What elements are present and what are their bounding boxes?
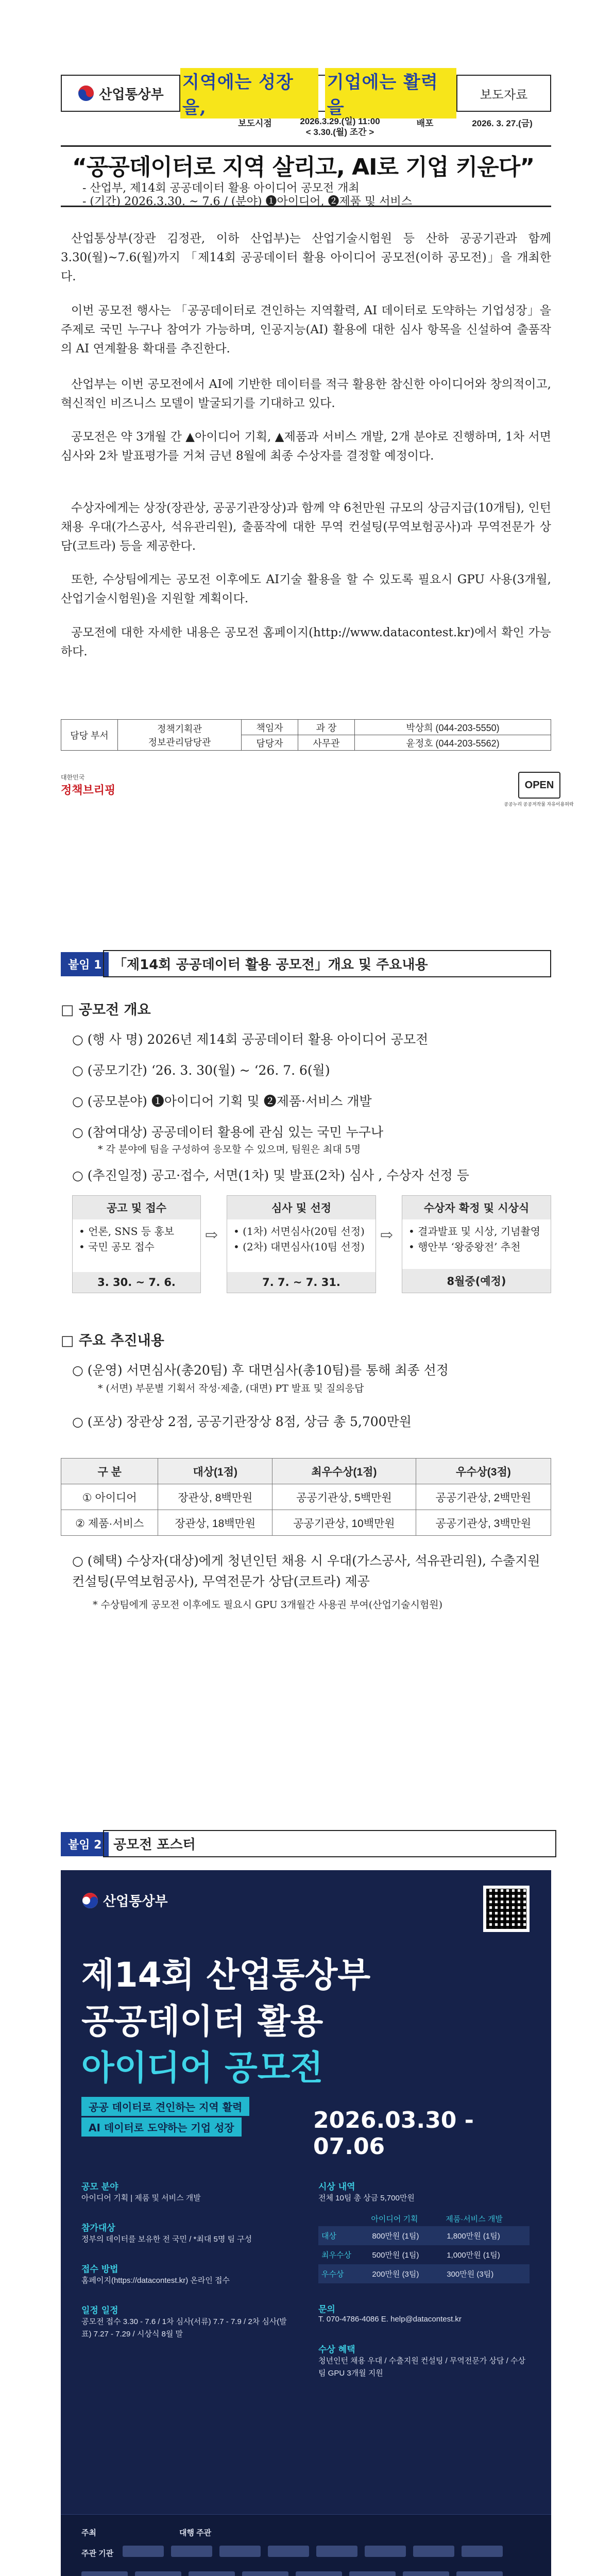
poster-dates: 2026.03.30 - 07.06	[313, 2107, 474, 2160]
step-line: • (2차) 대면심사(10팀 선정)	[233, 1241, 365, 1253]
sponsor-logo-icon	[219, 2546, 261, 2557]
sponsor-logo-icon	[135, 2571, 181, 2576]
schedule-step	[227, 1195, 376, 1293]
poster-award-col: 아이디어 기획	[371, 2215, 418, 2224]
table-row	[61, 1484, 551, 1510]
slogan-part-b: 기업에는 활력을	[325, 68, 456, 118]
ministry-name: 산업통상부	[99, 86, 164, 102]
poster-info-value: 홈페이지(https://datacontest.kr) 온라인 접수	[81, 2276, 230, 2285]
open-license-sub: 공공누리 공공저작물 자유이용허락	[504, 802, 574, 807]
prize-cell: 공공기관상, 2백만원	[416, 1484, 551, 1510]
press-release-page	[0, 0, 614, 835]
poster-info	[81, 2262, 287, 2285]
poster-award-cell: 최우수상	[321, 2251, 351, 2260]
qr-code-icon	[483, 1886, 530, 1932]
poster-benefit-heading: 수상 혜택	[318, 2345, 355, 2355]
body-paragraph: 공모전은 약 3개월 간 ▲아이디어 기획, ▲제품과 서비스 개발, 2개 분야로 진행하며, 1차 서면심사와 2차 발표평가를 거쳐 금년 8월에 최종 수상자를 결정할 예정이다.	[61, 430, 551, 463]
poster-contact-value: T. 070-4786-4086 E. help@datacontest.kr	[318, 2315, 462, 2324]
poster-award-cell: 500만원 (1팀)	[372, 2251, 419, 2260]
poster-award-cell: 200만원 (3팀)	[372, 2270, 419, 2279]
body-paragraph: 공모전에 대한 자세한 내용은 공모전 홈페이지(http://www.datacontest.kr)에서 확인 가능하다.	[61, 626, 551, 658]
step-date: 8월중(예정)	[402, 1269, 551, 1293]
poster-info-value: 아이디어 기획 | 제품 및 서비스 개발	[81, 2194, 201, 2202]
subtitle-1: - 산업부, 제14회 공공데이터 활용 아이디어 공모전 개최	[82, 182, 360, 195]
run-label: 대행 주관	[179, 2529, 212, 2537]
main-heading: □ 주요 추진내용	[61, 1333, 164, 1349]
poster-info-heading: 일정 일정	[81, 2306, 118, 2316]
host-label: 주최	[81, 2529, 96, 2537]
poster-award-cell: 우수상	[321, 2270, 344, 2279]
step-line: • (1차) 서면심사(20팀 선정)	[233, 1225, 365, 1238]
embargo-value: 2026.3.29.(일) 11:00	[300, 116, 380, 126]
dept-names	[118, 720, 242, 751]
prize-table	[61, 1458, 551, 1536]
position-1: 과 장	[298, 720, 355, 735]
body-paragraph: 수상자에게는 상장(장관상, 공공기관장상)과 함께 약 6천만원 규모의 상금지급(10개팀), 인턴 채용 우대(가스공사, 석유관리원), 출품작에 대한 무역 컨설팅(무역보험공사)과 무역전문가 상담(코트라) 등을 제공한다.	[61, 501, 551, 553]
ministry-logo	[62, 76, 180, 111]
prize-cell: 공공기관상, 3백만원	[416, 1510, 551, 1536]
main-eval: ○ (운영) 서면심사(총20팀) 후 대면심사(총10팀)를 통해 최종 선정	[72, 1363, 449, 1378]
contact-table	[61, 719, 551, 751]
sponsor-logo-icon	[316, 2546, 357, 2557]
prize-head: 우수상(3점)	[416, 1459, 551, 1484]
step-line: • 결과발표 및 시상, 기념촬영	[408, 1225, 541, 1238]
poster-award-cell: 800만원 (1팀)	[372, 2232, 419, 2241]
poster-info-value: 공모전 접수 3.30 - 7.6 / 1차 심사(서류) 7.7 - 7.9 / 2차 심사(발표) 7.27 - 7.29 / 시상식 8월 말	[81, 2317, 287, 2338]
poster-right-column	[318, 2179, 530, 2380]
sponsor-logo-icon	[365, 2546, 406, 2557]
step-head: 심사 및 선정	[227, 1196, 376, 1219]
embargo-sub: < 3.30.(월) 조간 >	[305, 127, 374, 138]
sponsor-logo-icon	[81, 2571, 128, 2576]
doc-kind: 보도자료	[480, 87, 528, 102]
table-row	[318, 2264, 530, 2283]
poster-title-3: 아이디어 공모전	[81, 2048, 323, 2088]
sponsor-logo-icon	[462, 2546, 503, 2557]
arrow-icon: ⇨	[205, 1226, 218, 1244]
prize-head: 구 분	[61, 1459, 158, 1484]
staff-label: 담당자	[242, 735, 298, 751]
contact-2: 윤정호 (044-203-5562)	[355, 735, 551, 751]
release-label: 배포	[416, 118, 434, 128]
sponsor-logo-icon	[123, 2546, 164, 2557]
org-label: 주관 기관	[81, 2549, 114, 2558]
overview-heading: □ 공모전 개요	[61, 1002, 151, 1018]
prize-cell: 공공기관상, 5백만원	[272, 1484, 416, 1510]
step-body	[227, 1219, 376, 1272]
overview-period: ○ (공모기간) ‘26. 3. 30(월) ~ ‘26. 7. 6(월)	[72, 1063, 330, 1078]
contest-poster	[61, 1870, 551, 2576]
step-date: 3. 30. ~ 7. 6.	[73, 1272, 200, 1293]
attachment-2-title: 공모전 포스터	[103, 1830, 556, 1857]
embargo-block	[283, 116, 397, 138]
poster-contact-heading: 문의	[318, 2304, 335, 2315]
overview-name: ○ (행 사 명) 2026년 제14회 공공데이터 활용 아이디어 공모전	[72, 1032, 429, 1047]
poster-title-1: 제14회 산업통상부	[81, 1955, 371, 1995]
poster-title-2: 공공데이터 활용	[81, 2002, 323, 2041]
overview-target-note: * 각 분야에 팀을 구성하여 응모할 수 있으며, 팀원은 최대 5명	[98, 1144, 361, 1155]
main-eval-note: * (서면) 부문별 기획서 작성·제출, (대면) PT 발표 및 질의응답	[98, 1383, 364, 1394]
resp-label: 책임자	[242, 720, 298, 735]
briefing-logo-text: 정책브리핑	[61, 784, 116, 796]
table-row	[318, 2245, 530, 2264]
poster-info	[81, 2179, 287, 2203]
poster-info-heading: 참가대상	[81, 2223, 115, 2233]
position-2: 사무관	[298, 735, 355, 751]
open-license-badge: OPEN	[518, 772, 560, 799]
poster-info-heading: 공모 분야	[81, 2182, 118, 2192]
attachment-1-tag: 붙임 1	[61, 952, 109, 976]
sponsor-logo-icon	[413, 2546, 454, 2557]
sponsor-logo-icon	[171, 2546, 212, 2557]
sponsor-logos	[123, 2546, 503, 2557]
prize-cell: 장관상, 8백만원	[158, 1484, 272, 1510]
sponsor-logo-icon	[189, 2571, 235, 2576]
poster-info	[81, 2221, 287, 2244]
sponsor-logo-icon	[349, 2571, 396, 2576]
step-body	[402, 1219, 551, 1269]
arrow-icon: ⇨	[380, 1226, 394, 1244]
sponsor-logo-icon	[403, 2571, 449, 2576]
step-date: 7. 7. ~ 7. 31.	[227, 1272, 376, 1293]
taegeuk-icon	[81, 1892, 99, 1909]
poster-chip-2: AI 데이터로 도약하는 기업 성장	[81, 2117, 242, 2137]
poster-award-table	[318, 2211, 530, 2283]
release-value: 2026. 3. 27.(금)	[472, 118, 533, 128]
overview-field: ○ (공모분야) ❶아이디어 기획 및 ❷제품·서비스 개발	[72, 1094, 372, 1109]
poster-sponsor-bar	[61, 2514, 551, 2576]
schedule-step	[72, 1195, 201, 1293]
briefing-logo-sub: 대한민국	[61, 774, 85, 781]
sponsor-logo-icon	[242, 2571, 288, 2576]
poster-award-heading: 시상 내역	[318, 2182, 355, 2192]
prize-cell: 공공기관상, 10백만원	[272, 1510, 416, 1536]
dept-2: 정보관리담당관	[148, 737, 211, 748]
briefing-logo	[61, 773, 115, 798]
step-line: • 행안부 ‘왕중왕전’ 추천	[408, 1241, 521, 1253]
poster-award-cell: 대상	[321, 2232, 336, 2241]
poster-award-col: 제품·서비스 개발	[446, 2215, 503, 2224]
dept-1: 정책기획관	[157, 723, 202, 734]
prize-cell: 장관상, 18백만원	[158, 1510, 272, 1536]
sponsor-logo-icon	[268, 2546, 309, 2557]
header-box	[61, 72, 551, 118]
step-line: • 국민 공모 접수	[79, 1241, 155, 1253]
poster-award-cell: 1,000만원 (1팀)	[447, 2251, 500, 2260]
dept-label: 담당 부서	[61, 720, 118, 751]
sponsor-logo-icon	[296, 2571, 342, 2576]
prize-cell: ① 아이디어	[61, 1484, 158, 1510]
taegeuk-icon	[77, 84, 95, 102]
poster-benefit-value: 청년인턴 채용 우대 / 수출지원 컨설팅 / 무역전문가 상담 / 수상팀 GPU 3개월 지원	[318, 2357, 525, 2378]
table-row	[61, 1510, 551, 1536]
prize-head: 대상(1점)	[158, 1459, 272, 1484]
subtitle-2: - (기간) 2026.3.30. ~ 7.6 / (분야) ❶아이디어, ❷제품 및 서비스	[82, 195, 413, 208]
overview-target: ○ (참여대상) 공공데이터 활용에 관심 있는 국민 누구나	[72, 1125, 384, 1140]
main-prize: ○ (포상) 장관상 2점, 공공기관장상 8점, 상금 총 5,700만원	[72, 1414, 412, 1429]
main-benefit-note: * 수상팀에게 공모전 이후에도 필요시 GPU 3개월간 사용권 부여(산업기술시험원)	[93, 1599, 442, 1611]
step-line: • 언론, SNS 등 홍보	[79, 1225, 175, 1238]
poster-ministry	[81, 1891, 168, 1910]
step-body	[73, 1219, 200, 1272]
main-benefit: ○ (혜택) 수상자(대상)에게 청년인턴 채용 시 우대(가스공사, 석유관리원), 수출지원 컨설팅(무역보험공사), 무역전문가 상담(코트라) 제공	[72, 1553, 540, 1589]
body-paragraph: 산업부는 이번 공모전에서 AI에 기반한 데이터를 적극 활용한 참신한 아이디어와 창의적이고, 혁신적인 비즈니스 모델이 발굴되기를 기대하고 있다.	[61, 378, 551, 410]
poster-award-cell: 1,800만원 (1팀)	[447, 2232, 500, 2241]
slogan	[180, 72, 457, 118]
poster-award-summary: 전체 10팀 총 상금 5,700만원	[318, 2194, 415, 2202]
body-paragraph: 또한, 수상팀에게는 공모전 이후에도 AI기술 활용을 할 수 있도록 필요시 GPU 사용(3개월, 산업기술시험원)을 지원할 계획이다.	[61, 573, 551, 605]
sponsor-logos	[81, 2571, 503, 2576]
step-head: 공고 및 접수	[73, 1196, 200, 1219]
sponsor-logo-icon	[456, 2571, 503, 2576]
poster-ministry-name: 산업통상부	[103, 1894, 168, 1909]
attachment-2-tag: 붙임 2	[61, 1832, 109, 1856]
prize-cell: ② 제품·서비스	[61, 1510, 158, 1536]
poster-chip-1: 공공 데이터로 견인하는 지역 활력	[81, 2097, 249, 2116]
attachment-1-title: 「제14회 공공데이터 활용 공모전」개요 및 주요내용	[103, 950, 551, 977]
table-row	[318, 2226, 530, 2245]
step-head: 수상자 확정 및 시상식	[402, 1196, 551, 1219]
poster-info	[81, 2303, 287, 2341]
overview-schedule: ○ (추진일정) 공고·접수, 서면(1차) 및 발표(2차) 심사 , 수상자 선정 등	[72, 1168, 469, 1183]
body-paragraph: 산업통상부(장관 김정관, 이하 산업부)는 산업기술시험원 등 산하 공공기관과 함께 3.30(월)~7.6(월)까지 「제14회 공공데이터 활용 아이디어 공모전(이하 공모전)」을 개최한다.	[61, 232, 551, 283]
poster-left-column	[81, 2179, 287, 2341]
body-paragraph: 이번 공모전 행사는 「공공데이터로 견인하는 지역활력, AI 데이터로 도약하는 기업성장」을 주제로 국민 누구나 참여가 가능하며, 인공지능(AI) 활용에 대한 심사 항목을 신설하여 출품작의 AI 연계활용 확대를 추진한다.	[61, 304, 551, 355]
embargo-label: 보도시점	[238, 118, 272, 128]
date-bar	[227, 116, 551, 138]
schedule-step	[402, 1195, 551, 1293]
poster-info-value: 정부의 데이터를 보유한 전 국민 / *최대 5명 팀 구성	[81, 2235, 252, 2244]
prize-head: 최우수상(1점)	[272, 1459, 416, 1484]
slogan-part-a: 지역에는 성장을,	[180, 68, 318, 118]
page-title: “공공데이터로 지역 살리고, AI로 기업 키운다”	[72, 154, 535, 180]
contact-1: 박상희 (044-203-5550)	[355, 720, 551, 735]
poster-info-heading: 접수 방법	[81, 2264, 118, 2275]
poster-award-cell: 300만원 (3팀)	[447, 2270, 494, 2279]
